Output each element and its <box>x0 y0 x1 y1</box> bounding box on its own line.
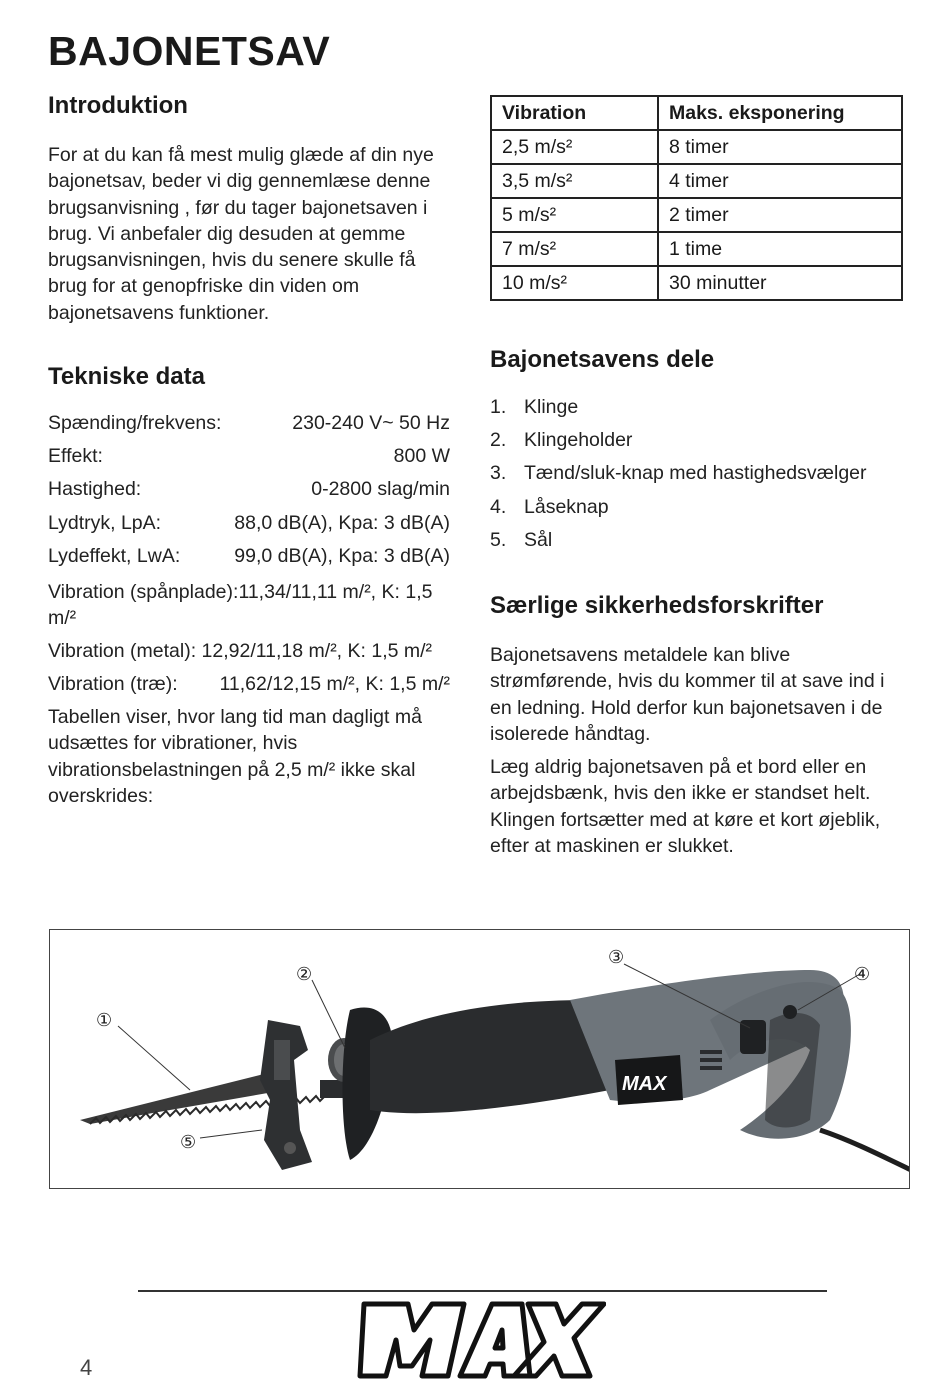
table-header-cell: Maks. eksponering <box>658 96 902 130</box>
callout-3: ③ <box>608 947 625 968</box>
vibration-label: Vibration (træ): <box>48 673 178 695</box>
table-row <box>491 130 902 164</box>
parts-list <box>490 396 867 562</box>
table-cell: 2 timer <box>658 198 902 232</box>
spec-row <box>48 445 450 471</box>
table-cell: 4 timer <box>658 164 902 198</box>
spec-value: 230-240 V~ 50 Hz <box>292 412 450 434</box>
vibration-metal <box>48 638 453 664</box>
list-item <box>490 396 867 429</box>
table-cell: 7 m/s² <box>491 232 658 266</box>
list-label: Tænd/sluk-knap med hastighedsvælger <box>524 462 867 485</box>
table-row <box>491 266 902 300</box>
parts-heading: Bajonetsavens dele <box>490 346 715 373</box>
list-number: 1. <box>490 396 507 418</box>
table-header-cell: Vibration <box>491 96 658 130</box>
spec-value: 99,0 dB(A), Kpa: 3 dB(A) <box>234 545 450 567</box>
product-figure <box>49 929 910 1189</box>
tech-heading: Tekniske data <box>48 363 205 390</box>
page-number: 4 <box>80 1355 93 1380</box>
spec-value: 800 W <box>393 445 450 467</box>
spec-label: Effekt: <box>48 445 103 467</box>
vibration-value: 11,62/12,15 m/², K: 1,5 m/² <box>219 673 450 695</box>
spec-row <box>48 478 450 504</box>
list-label: Låseknap <box>524 495 609 518</box>
table-row <box>491 164 902 198</box>
table-cell: 5 m/s² <box>491 198 658 232</box>
saw-brand-badge: MAX <box>622 1073 667 1095</box>
table-cell: 30 minutter <box>658 266 902 300</box>
table-cell: 2,5 m/s² <box>491 130 658 164</box>
list-label: Klinge <box>524 396 579 418</box>
table-header-row <box>491 96 902 130</box>
intro-heading: Introduktion <box>48 92 188 119</box>
safety-heading: Særlige sikkerhedsforskrifter <box>490 592 824 619</box>
spec-value: 88,0 dB(A), Kpa: 3 dB(A) <box>234 512 450 534</box>
table-row <box>491 198 902 232</box>
table-cell: 3,5 m/s² <box>491 164 658 198</box>
spec-label: Lydtryk, LpA: <box>48 512 162 534</box>
callout-5: ⑤ <box>180 1132 197 1153</box>
spec-label: Hastighed: <box>48 478 142 500</box>
spec-value: 0-2800 slag/min <box>311 478 450 500</box>
callout-4: ④ <box>854 964 871 985</box>
spec-row <box>48 545 450 571</box>
list-number: 2. <box>490 429 507 452</box>
list-item <box>490 429 867 462</box>
list-item <box>490 462 867 495</box>
safety-paragraph: Bajonetsavens metaldele kan blive strømførende, hvis du kommer til at save ind i en ledning. Hold derfor kun bajonetsaven i de isolerede håndtag. <box>490 644 885 745</box>
spec-label: Lydeffekt, LwA: <box>48 545 181 567</box>
list-item <box>490 496 867 529</box>
vibration-table <box>490 95 903 301</box>
spec-row <box>48 412 450 438</box>
list-label: Klingeholder <box>524 429 633 452</box>
table-cell: 10 m/s² <box>491 266 658 300</box>
vibration-value: 11,34/11,11 m/², K: 1,5 m/² <box>48 581 433 630</box>
table-row <box>491 232 902 266</box>
vibration-spanplade <box>48 579 453 632</box>
table-cell: 8 timer <box>658 130 902 164</box>
spec-row <box>48 512 450 538</box>
list-number: 5. <box>490 528 507 551</box>
safety-paragraph: Læg aldrig bajonetsaven på et bord eller en arbejdsbænk, hvis den ikke er standset helt. Klingen fortsætter med at køre et kort øjeblik, efter at maskinen er slukket. <box>490 756 881 858</box>
callout-2: ② <box>296 964 313 985</box>
page-title: BAJONETSAV <box>48 28 331 74</box>
table-intro-text: Tabellen viser, hvor lang tid man dagligt må udsættes for vibrationer, hvis vibrationsbelastningen på 2,5 m/² ikke skal overskrides: <box>48 706 422 807</box>
vibration-value: 12,92/11,18 m/², K: 1,5 m/² <box>201 640 433 662</box>
vibration-trae <box>48 671 453 697</box>
intro-text: For at du kan få mest mulig glæde af din nye bajonetsav, beder vi dig gennemlæse denne brugsanvisning , før du tager bajonetsaven i brug. Vi anbefaler dig desuden at gemme brugsanvisningen, hvis du senere skulle få brug for at genopfriske din viden om bajonetsavens funktioner. <box>48 144 434 324</box>
safety-text <box>490 642 900 866</box>
list-number: 3. <box>490 462 507 485</box>
callout-1: ① <box>96 1010 113 1031</box>
list-number: 4. <box>490 495 507 518</box>
footer-divider <box>138 1290 827 1292</box>
vibration-label: Vibration (spånplade): <box>48 581 239 603</box>
reciprocating-saw-illustration <box>50 930 910 1189</box>
spec-label: Spænding/frekvens: <box>48 412 222 434</box>
max-logo <box>356 1300 606 1380</box>
vibration-label: Vibration (metal): <box>48 640 197 662</box>
list-item <box>490 529 867 562</box>
table-cell: 1 time <box>658 232 902 266</box>
list-label: Sål <box>524 528 553 551</box>
